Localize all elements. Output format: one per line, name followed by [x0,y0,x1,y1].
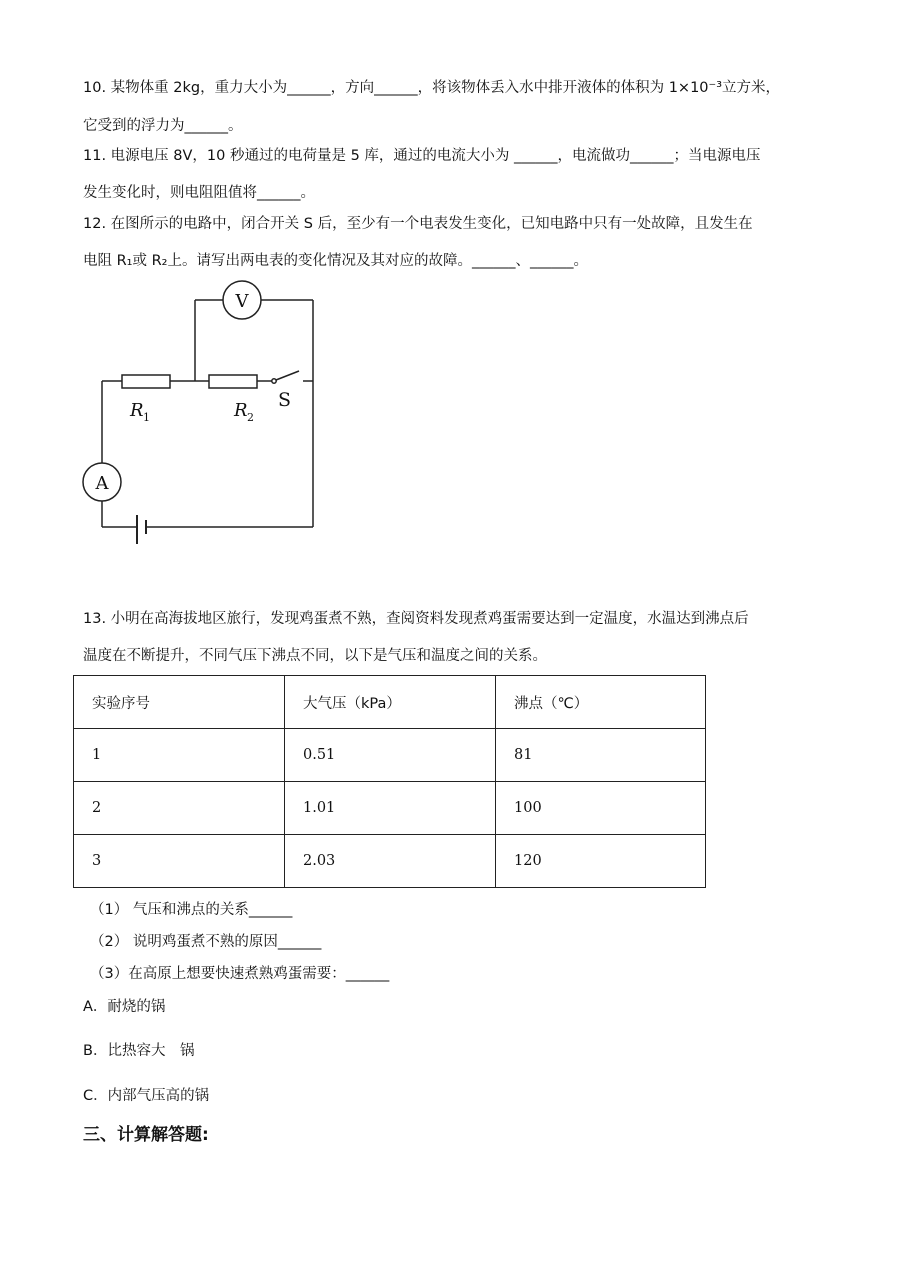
table-cell: 120 [496,835,706,888]
q13-sub3: （3）在高原上想要快速煮熟鸡蛋需要：______ [90,966,390,982]
table-cell: 81 [496,729,706,782]
resistor-r1 [122,375,170,388]
table-cell: 0.51 [285,729,496,782]
q13-line2: 温度在不断提升，不同气压下沸点不同，以下是气压和温度之间的关系。 [83,648,547,664]
table-header-cell: 大气压（kPa） [285,676,496,729]
q10-line1: 10. 某物体重 2kg，重力大小为______，方向______，将该物体丢入水中排开液体的体积为 1×10⁻³立方米， [83,80,781,96]
pressure-boiling-table [73,675,706,888]
q12-line2: 电阻 R₁或 R₂上。请写出两电表的变化情况及其对应的故障。______、______。 [83,253,588,269]
table-row [74,782,706,835]
q10-line2: 它受到的浮力为______。 [83,118,243,134]
table-header-cell: 实验序号 [74,676,285,729]
switch-pivot [272,379,276,383]
ammeter-label: A [95,473,109,494]
q13-option-b: B．比热容大 锅 [83,1043,195,1059]
table-row [74,729,706,782]
switch-label: S [278,389,292,411]
q11-line1: 11. 电源电压 8V，10 秒通过的电荷量是 5 库，通过的电流大小为 ______，电流做功______；当电源电压 [83,148,761,164]
q13-line1: 13. 小明在高海拔地区旅行，发现鸡蛋煮不熟，查阅资料发现煮鸡蛋需要达到一定温度，水温达到沸点后 [83,611,749,627]
table-row [74,835,706,888]
q12-line1: 12. 在图所示的电路中，闭合开关 S 后，至少有一个电表发生变化，已知电路中只有一处故障，且发生在 [83,216,753,232]
q13-option-c: C．内部气压高的锅 [83,1088,210,1104]
r2-subscript: 2 [247,411,254,424]
q13-option-a: A．耐烧的锅 [83,999,166,1015]
section-heading: 三、计算解答题: [83,1125,209,1145]
r1-subscript: 1 [143,411,150,424]
r2-label: R [234,400,248,421]
switch-blade [276,371,299,380]
voltmeter-label: V [235,291,249,312]
resistor-r2 [209,375,257,388]
q11-line2: 发生变化时，则电阻阻值将______。 [83,185,315,201]
r1-label: R [130,400,144,421]
table-cell: 3 [74,835,285,888]
table-cell: 1.01 [285,782,496,835]
table-cell: 1 [74,729,285,782]
q13-sub2: （2） 说明鸡蛋煮不熟的原因______ [90,934,322,950]
table-cell: 2 [74,782,285,835]
q13-sub1: （1） 气压和沸点的关系______ [90,902,293,918]
table-cell: 2.03 [285,835,496,888]
circuit-diagram [75,280,335,550]
table-cell: 100 [496,782,706,835]
table-header-row [74,676,706,729]
table-header-cell: 沸点（℃） [496,676,706,729]
